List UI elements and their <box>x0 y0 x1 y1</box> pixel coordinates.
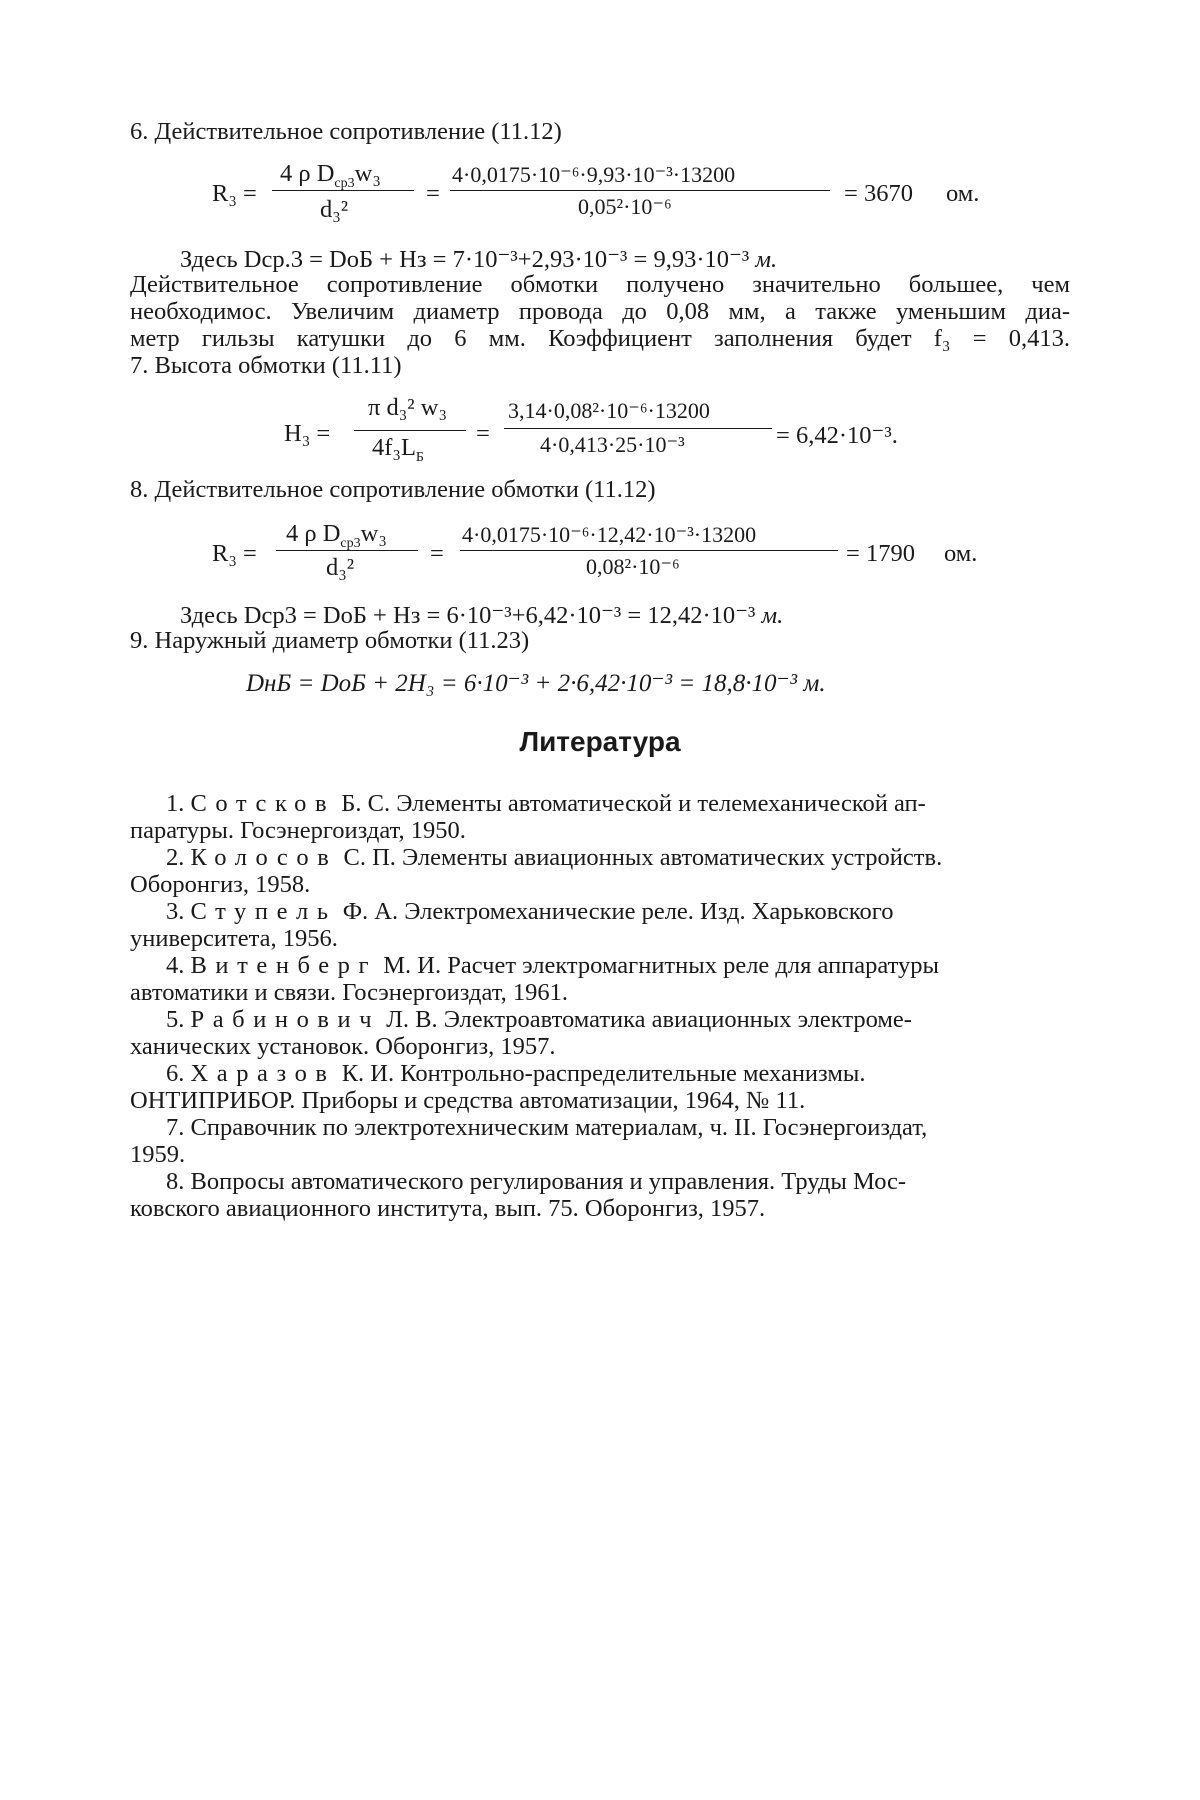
reference-text: С. П. Элементы авиационных автоматических устройств. <box>343 844 943 871</box>
reference-number: 8. <box>166 1168 191 1195</box>
eq1-unit: ом. <box>946 180 980 207</box>
eq2-den2: 4·0,413·25·10⁻³ <box>540 432 685 457</box>
eq1-num2: 4·0,0175·10⁻⁶·9,93·10⁻³·13200 <box>452 162 736 187</box>
reference-item <box>130 1168 1070 1222</box>
reference-item <box>130 1060 1070 1114</box>
reference-text: университета, 1956. <box>130 925 338 952</box>
item9-title: 9. Наружный диаметр обмотки (11.23) <box>130 627 530 654</box>
eq3-den2: 0,08²·10⁻⁶ <box>586 554 680 579</box>
eq1-den2: 0,05²·10⁻⁶ <box>578 194 672 219</box>
eq2-den1: $4f_3L_Б$ <box>372 434 424 465</box>
para1-line1: Действительное сопротивление обмотки получено значительно большее, чем <box>130 271 1070 298</box>
eq3-num2: 4·0,0175·10⁻⁶·12,42·10⁻³·13200 <box>462 522 757 547</box>
here1-line: Здесь Dср.3 = DоБ + Hз = 7·10⁻³+2,93·10⁻³ = 9,93·10⁻³ м. <box>180 246 778 273</box>
reference-author: Харазов <box>190 1060 336 1087</box>
para1-line2: необходимос. Увеличим диаметр провода до 0,08 мм, а также уменьшим диа- <box>130 298 1070 325</box>
reference-text: автоматики и связи. Госэнергоиздат, 1961. <box>130 979 568 1006</box>
reference-author: Колосов <box>190 844 338 871</box>
reference-text: Вопросы автоматического регулирования и управления. Труды Мос- <box>190 1168 907 1195</box>
reference-author: Рабинович <box>190 1006 381 1033</box>
eq2-lhs: H₃ = <box>284 420 331 447</box>
reference-item <box>130 1006 1070 1060</box>
reference-text: 1959. <box>130 1141 186 1168</box>
reference-text: паратуры. Госэнергоиздат, 1950. <box>130 817 466 844</box>
reference-number: 2. <box>166 844 191 871</box>
reference-text: Б. С. Элементы автоматической и телемеханической ап- <box>341 790 926 817</box>
eq2-result: = 6,42·10⁻³. <box>776 422 898 449</box>
reference-number: 4. <box>166 952 191 979</box>
literature-heading: Литература <box>519 726 681 757</box>
reference-text: Л. В. Электроавтоматика авиационных электроме- <box>386 1006 912 1033</box>
equation-3 <box>0 518 1200 598</box>
equation-1 <box>0 160 1200 240</box>
reference-item <box>130 844 1070 898</box>
eq3-unit: ом. <box>944 540 978 567</box>
reference-item <box>130 790 1070 844</box>
reference-number: 3. <box>166 898 191 925</box>
eq2-eq-sign: = <box>476 420 490 447</box>
reference-item <box>130 898 1070 952</box>
eq2-num2: 3,14·0,08²·10⁻⁶·13200 <box>508 398 710 423</box>
reference-text: Справочник по электротехническим материалам, ч. II. Госэнергоиздат, <box>190 1114 928 1141</box>
reference-item <box>130 952 1070 1006</box>
eq1-den1: d₃² <box>320 196 349 223</box>
item7-title: 7. Высота обмотки (11.11) <box>130 352 402 379</box>
reference-number: 5. <box>166 1006 191 1033</box>
reference-author: Ступель <box>190 898 337 925</box>
equation-4: DнБ = DоБ + 2H₃ = 6·10⁻³ + 2·6,42·10⁻³ = 18,8·10⁻³ м. <box>246 670 826 697</box>
reference-text: ОНТИПРИБОР. Приборы и средства автоматизации, 1964, № 11. <box>130 1087 806 1114</box>
reference-text: М. И. Расчет электромагнитных реле для аппаратуры <box>383 952 940 979</box>
reference-text: ковского авиационного института, вып. 75. Оборонгиз, 1957. <box>130 1195 766 1222</box>
reference-number: 7. <box>166 1114 191 1141</box>
eq3-eq-sign: = <box>430 540 444 567</box>
eq3-result: = 1790 <box>846 540 915 567</box>
equation-2 <box>0 392 1200 472</box>
eq2-num1: π d₃² w₃ <box>368 394 447 421</box>
eq1-eq-sign: = <box>426 180 440 207</box>
eq3-lhs: R₃ = <box>212 540 257 567</box>
here2-line: Здесь Dср3 = DоБ + Hз = 6·10⁻³+6,42·10⁻³ = 12,42·10⁻³ м. <box>180 602 784 629</box>
item8-title: 8. Действительное сопротивление обмотки (11.12) <box>130 476 656 503</box>
reference-text: Ф. А. Электромеханические реле. Изд. Харьковского <box>342 898 894 925</box>
eq1-result: = 3670 <box>844 180 913 207</box>
eq3-den1: d₃² <box>326 554 355 581</box>
reference-number: 1. <box>166 790 191 817</box>
reference-author: Витенберг <box>190 952 378 979</box>
item6-title: 6. Действительное сопротивление (11.12) <box>130 118 562 145</box>
para1-line3: метр гильзы катушки до 6 мм. Коэффициент заполнения будет f₃ = 0,413. <box>130 325 1070 352</box>
reference-text: ханических установок. Оборонгиз, 1957. <box>130 1033 556 1060</box>
reference-text: К. И. Контрольно-распределительные механизмы. <box>341 1060 866 1087</box>
eq1-lhs: R₃ = <box>212 180 257 207</box>
reference-author: Сотсков <box>190 790 336 817</box>
eq1-num1: 4 ρ $D_{ср3}w_3$ <box>280 160 381 191</box>
reference-item <box>130 1114 1070 1168</box>
eq3-num1: 4 ρ $D_{ср3}w_3$ <box>286 520 387 551</box>
reference-number: 6. <box>166 1060 191 1087</box>
reference-text: Оборонгиз, 1958. <box>130 871 311 898</box>
